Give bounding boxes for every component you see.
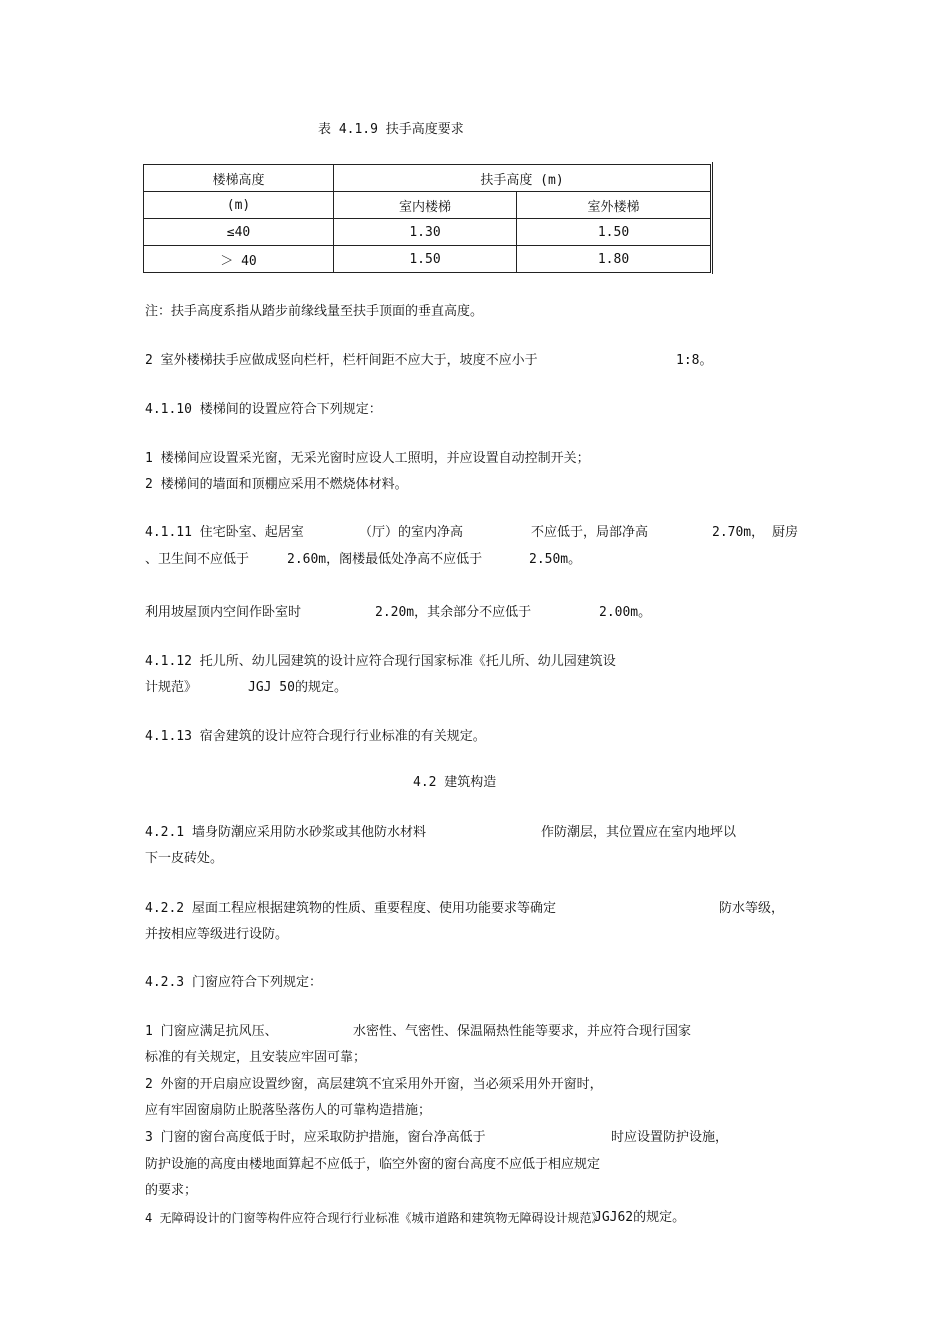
table-border-line [712,162,713,274]
table-row [144,246,711,273]
paragraph-line: 的要求； [145,1183,198,1198]
table-cell: 1.50 [517,219,711,246]
clause-heading: 4.1.10 楼梯间的设置应符合下列规定： [145,402,382,417]
paragraph-line: 计规范》 [145,680,198,695]
paragraph-line: （厅）的室内净高 [359,525,464,540]
paragraph-line: 2 外窗的开启扇应设置纱窗，高层建筑不宜采用外开窗，当必须采用外开窗时， [145,1077,603,1092]
paragraph-line: 2.60m，阁楼最低处净高不应低于 [287,552,483,567]
header-stair-height: 楼梯高度 [144,165,334,192]
paragraph-line: 4 无障碍设计的门窗等构件应符合现行行业标准《城市道路和建筑物无障碍设计规范》 [145,1211,604,1225]
table-cell: 1.30 [334,219,517,246]
paragraph-line: 2 室外楼梯扶手应做成竖向栏杆，栏杆间距不应大于，坡度不应小于 [145,353,538,368]
paragraph-line: 2.20m，其余部分不应低于 [375,605,532,620]
table-cell: 1.50 [334,246,517,273]
table-cell: ＞ 40 [144,246,334,273]
header-stair-height-unit: (m) [144,192,334,219]
paragraph-line: 利用坡屋顶内空间作卧室时 [145,605,302,620]
header-handrail-height: 扶手高度 (m) [334,165,711,192]
paragraph-line: 4.2.1 墙身防潮应采用防水砂浆或其他防水材料 [145,825,426,840]
header-indoor: 室内楼梯 [334,192,517,219]
paragraph-line: 并按相应等级进行设防。 [145,927,289,942]
header-outdoor: 室外楼梯 [517,192,711,219]
paragraph-line: 4.1.12 托儿所、幼儿园建筑的设计应符合现行国家标准《托儿所、幼儿园建筑设 [145,654,616,669]
paragraph-line: JGJ62的规定。 [594,1210,686,1225]
paragraph-line: 1 楼梯间应设置采光窗，无采光窗时应设人工照明，并应设置自动控制开关； [145,451,590,466]
paragraph-line: 4.1.11 住宅卧室、起居室 [145,525,304,540]
table-row [144,219,711,246]
paragraph-line: 标准的有关规定，且安装应牢固可靠； [145,1050,367,1065]
paragraph-line: 3 门窗的窗台高度低于时，应采取防护措施，窗台净高低于 [145,1130,486,1145]
paragraph-line: 防水等级， [719,901,785,916]
paragraph-line: 1:8。 [676,353,713,368]
paragraph-line: 时应设置防护设施， [611,1130,729,1145]
paragraph-line: 作防潮层，其位置应在室内地坪以 [541,825,737,840]
table-caption: 表 4.1.9 扶手高度要求 [318,122,464,137]
paragraph-line: 防护设施的高度由楼地面算起不应低于，临空外窗的窗台高度不应低于相应规定 [145,1157,601,1172]
paragraph-line: 4.2.2 屋面工程应根据建筑物的性质、重要程度、使用功能要求等确定 [145,901,556,916]
paragraph-line: 下一皮砖处。 [145,851,224,866]
paragraph-line: 2.00m。 [599,605,652,620]
paragraph-line: 2.50m。 [529,552,582,567]
paragraph-line: 2.70m， 厨房 [712,525,798,540]
clause-heading: 4.2.3 门窗应符合下列规定： [145,975,322,990]
handrail-height-table [143,164,711,273]
table-note: 注：扶手高度系指从踏步前缘线量至扶手顶面的垂直高度。 [145,304,484,319]
paragraph-line: JGJ 50的规定。 [248,680,347,695]
paragraph-line: 4.1.13 宿舍建筑的设计应符合现行行业标准的有关规定。 [145,729,486,744]
paragraph-line: 水密性、气密性、保温隔热性能等要求，并应符合现行国家 [353,1024,692,1039]
table-cell: ≤40 [144,219,334,246]
paragraph-line: 不应低于，局部净高 [531,525,649,540]
table-header-row [144,165,711,192]
table-subheader-row [144,192,711,219]
paragraph-line: 应有牢固窗扇防止脱落坠落伤人的可靠构造措施； [145,1103,432,1118]
paragraph-line: 1 门窗应满足抗风压、 [145,1024,278,1039]
table-cell: 1.80 [517,246,711,273]
paragraph-line: 、卫生间不应低于 [145,552,250,567]
section-heading: 4.2 建筑构造 [413,775,497,790]
paragraph-line: 2 楼梯间的墙面和顶棚应采用不燃烧体材料。 [145,477,408,492]
